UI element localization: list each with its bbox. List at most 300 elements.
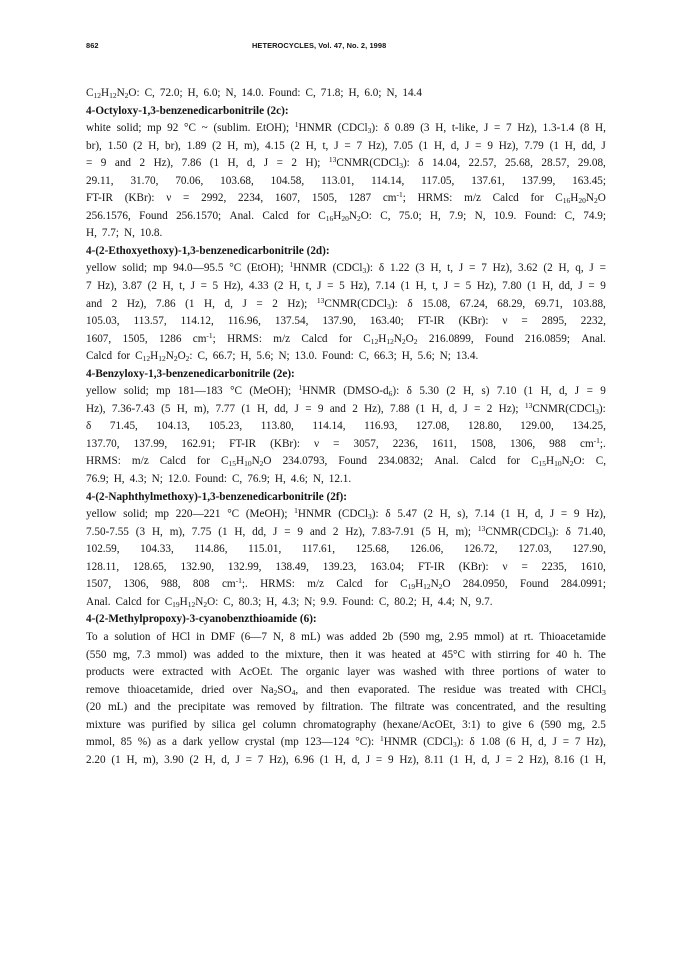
word: m/z <box>131 455 149 468</box>
word: 31.70, <box>130 174 159 187</box>
word: 7.9; <box>449 209 467 222</box>
word: 3:1) <box>462 718 481 731</box>
word: H, <box>204 753 216 766</box>
word: 234.0793, <box>282 455 328 468</box>
word: (1 <box>549 139 559 152</box>
word: then <box>330 683 350 696</box>
word: mixture <box>86 718 121 731</box>
word: 132.90, <box>180 560 215 573</box>
word: = <box>284 525 291 538</box>
word: mg, <box>425 630 443 643</box>
word: (2 <box>543 262 553 275</box>
word: mmol) <box>156 648 187 661</box>
word: 7.80 <box>502 280 522 293</box>
word: J <box>443 280 449 293</box>
word: 123—124 <box>304 736 350 749</box>
word: ν <box>314 437 320 450</box>
word: 2 <box>486 402 493 415</box>
text-line <box>86 541 606 559</box>
word: H, <box>176 402 188 415</box>
word: (3 <box>135 525 146 538</box>
word: °C): <box>355 736 375 749</box>
text-line <box>86 436 606 454</box>
word: Hz); <box>498 402 519 415</box>
word: heated <box>391 648 421 661</box>
word: mL) <box>107 701 128 714</box>
word: (3 <box>415 262 425 275</box>
text-line <box>86 734 606 752</box>
word: H, <box>334 753 346 766</box>
word: solid; <box>123 508 149 521</box>
word: C, <box>144 87 155 99</box>
word: 104.33, <box>140 543 174 556</box>
word: $^{13}$CNMR(CDCl$_3$): <box>477 523 559 539</box>
word: 2992, <box>201 192 227 205</box>
word: 85 <box>120 736 132 749</box>
word: 1505, <box>311 192 337 205</box>
word: 6.0; <box>364 87 382 99</box>
word: the <box>157 701 172 714</box>
text-line <box>86 348 606 366</box>
word: t, <box>179 280 185 293</box>
word: 2234, <box>238 192 264 205</box>
word: $(DMSO-d_6)$: <box>343 385 400 399</box>
word: = <box>375 753 383 766</box>
word: 1.89 <box>186 139 207 152</box>
word: d, <box>224 297 233 310</box>
word: C, <box>231 473 243 486</box>
word: 113.01, <box>321 174 355 187</box>
word: HCl <box>171 630 191 643</box>
word: 75.0; <box>398 209 422 222</box>
word: FT-IR <box>229 437 257 450</box>
word: H, <box>558 262 570 275</box>
word: 7.86 <box>156 297 176 310</box>
word: %) <box>137 736 151 749</box>
word: for <box>146 595 160 608</box>
word: 7.36-7.43 <box>111 402 155 415</box>
word: = <box>327 280 334 293</box>
word: yellow <box>208 736 240 749</box>
word: 104.58, <box>270 174 305 187</box>
word: H, <box>274 473 286 486</box>
word: 2b <box>382 630 394 643</box>
word: layer <box>347 666 370 679</box>
word: with <box>444 666 465 679</box>
word: H, <box>463 385 474 398</box>
compound-heading: 4-Octyloxy-1,3-benzenedicarbonitrile (2c): <box>86 104 289 117</box>
word: was <box>193 648 211 661</box>
word: 4.4; <box>437 595 455 608</box>
word: evaporated. <box>357 683 410 696</box>
word: Anal. <box>229 209 255 222</box>
word: 7.75 <box>191 525 212 538</box>
word: m), <box>169 525 185 538</box>
word: 284.0991; <box>560 578 606 591</box>
word: 10.9. <box>493 209 517 222</box>
word: 40 <box>555 648 568 661</box>
text-line <box>86 296 606 314</box>
word: mL) <box>301 630 321 643</box>
word: 15.08, <box>422 297 451 310</box>
word: 117.61, <box>301 543 336 556</box>
word: $^1$HNMR <box>294 506 332 521</box>
word: $^1$HNMR <box>379 734 418 749</box>
word: 1607, <box>86 332 112 345</box>
word: for <box>338 332 352 345</box>
word: 216.0899, <box>428 332 474 345</box>
word: = <box>86 157 93 170</box>
word: 134.25, <box>572 420 606 433</box>
word: solid; <box>116 122 142 135</box>
text-line <box>86 190 606 208</box>
word: 5.6; <box>417 350 435 363</box>
word: 1507, <box>86 578 112 591</box>
text-line <box>86 682 606 700</box>
word: (3 <box>420 122 430 135</box>
word: (1 <box>209 157 220 170</box>
word: Calcd <box>336 578 363 591</box>
word: added <box>349 630 377 643</box>
word: mixture, <box>285 648 324 661</box>
word: (EtOH); <box>246 262 284 275</box>
word: was <box>127 718 145 731</box>
word: remove <box>86 683 120 696</box>
word: H, <box>430 262 442 275</box>
word: 6.0; <box>203 87 221 99</box>
word: (1 <box>319 753 330 766</box>
word: $C_{19}H_{12}N_2O$: <box>164 595 219 609</box>
word: = <box>521 560 528 573</box>
word: column <box>262 718 297 731</box>
word: C, <box>305 87 316 99</box>
word: $^1$HNMR <box>298 383 336 398</box>
word: 71.8; <box>320 87 344 99</box>
word: 9 <box>600 385 606 398</box>
word: mg, <box>112 648 131 661</box>
text-line <box>86 313 606 331</box>
word: concentrated, <box>455 701 516 714</box>
word: 7.10 <box>496 385 517 398</box>
word: Hz), <box>586 508 606 521</box>
word: 7.14 <box>375 280 396 293</box>
word: dried <box>201 683 225 696</box>
text-line <box>86 401 606 419</box>
word: 12.1. <box>328 473 352 486</box>
word: 7 <box>506 122 512 135</box>
word: 7.50-7.55 <box>86 525 129 538</box>
word: solution <box>114 630 151 643</box>
word: 8.16 <box>554 753 575 766</box>
word: 102.59, <box>86 543 120 556</box>
word: C, <box>358 350 369 363</box>
word: 126.06, <box>409 543 444 556</box>
word: 2895, <box>541 315 567 328</box>
word: Hz), <box>350 280 370 293</box>
word: portions <box>502 666 540 679</box>
word: d, <box>221 753 230 766</box>
word: Found <box>519 578 549 591</box>
word: $cm^{-1}$;. <box>580 435 606 450</box>
word: 1306, <box>123 578 149 591</box>
text-line <box>86 594 606 612</box>
word: J <box>365 753 371 766</box>
word: °C <box>229 262 242 275</box>
word: 92 <box>167 122 179 135</box>
word: C, <box>380 209 391 222</box>
word: Hz), <box>269 753 289 766</box>
word: 14.4 <box>402 87 422 99</box>
compound-heading: 4-Benzyloxy-1,3-benzenedicarbonitrile (2e): <box>86 367 295 380</box>
word: (1 <box>185 297 195 310</box>
text-line <box>86 418 606 436</box>
word: = <box>521 315 528 328</box>
word: 2236, <box>392 437 418 450</box>
word: 163.04; <box>370 560 405 573</box>
word: H, <box>517 508 529 521</box>
word: $C_{16}H_{20}N_2O$ <box>555 192 606 206</box>
word: mp <box>156 385 171 398</box>
word: rt. <box>523 630 534 643</box>
word: mp <box>152 262 168 275</box>
word: (590 <box>540 718 562 731</box>
word: J <box>495 753 500 766</box>
word: 137.70, <box>86 437 120 450</box>
word: 10.8. <box>139 227 163 240</box>
word: 76.9; <box>247 473 270 486</box>
word: 9 <box>100 157 107 170</box>
word: mp <box>154 508 170 521</box>
word: H, <box>227 139 239 152</box>
word: N, <box>459 595 471 608</box>
word: yellow <box>86 262 117 275</box>
word: silica <box>211 718 236 731</box>
word: (KBr): <box>458 315 489 328</box>
word: 2.5 <box>591 718 606 731</box>
word: and <box>306 683 323 696</box>
word: H, <box>415 280 427 293</box>
word: 2 <box>111 297 118 310</box>
word: = <box>562 736 569 749</box>
word: mmol) <box>474 630 504 643</box>
word: 114.14, <box>312 420 346 433</box>
word: was <box>326 630 344 643</box>
word: Hz), <box>498 139 519 152</box>
word: (1 <box>527 280 537 293</box>
word: H, <box>162 280 174 293</box>
word: H, <box>401 350 413 363</box>
text-line <box>86 225 606 243</box>
word: (5 <box>161 402 171 415</box>
word: 7.3 <box>136 648 151 661</box>
word: J <box>190 280 195 293</box>
word: Calcd <box>492 192 519 205</box>
word: H, <box>437 525 449 538</box>
word: filtrate <box>394 701 425 714</box>
word: Calcd <box>301 332 328 345</box>
word: 69.71, <box>534 297 563 310</box>
word: = <box>505 753 513 766</box>
text-line <box>86 559 606 577</box>
word: 137.90, <box>322 315 356 328</box>
word: 988, <box>160 578 181 591</box>
word: 128.80, <box>468 420 502 433</box>
word: H, <box>126 753 138 766</box>
word: H, <box>542 280 554 293</box>
word: J <box>263 157 269 170</box>
word: HRMS: <box>227 332 262 345</box>
word: Found: <box>524 209 557 222</box>
word: 29.08, <box>577 157 606 170</box>
text-line <box>86 752 606 770</box>
word: N, <box>386 87 398 99</box>
word: 1306, <box>509 437 536 450</box>
word: 103.68, <box>220 174 254 187</box>
word: = <box>305 402 312 415</box>
word: J <box>273 525 278 538</box>
word: 71.40, <box>577 525 606 538</box>
word: Hz), <box>586 736 606 749</box>
word: H, <box>240 350 252 363</box>
word: chromatography <box>302 718 377 731</box>
word: Anal. <box>434 455 459 468</box>
word: J <box>483 122 489 135</box>
word: 3.62 <box>517 262 538 275</box>
word: $C_{16}H_{20}N_2O$: <box>318 209 372 223</box>
word: 22.57, <box>468 157 497 170</box>
word: 9 <box>600 280 606 293</box>
word: H, <box>421 595 433 608</box>
word: d, <box>450 139 460 152</box>
word: (1 <box>218 525 228 538</box>
word: and <box>329 402 346 415</box>
word: EtOH); <box>256 122 290 135</box>
word: by <box>193 718 206 731</box>
word: H, <box>439 508 451 521</box>
word: H, <box>257 402 268 415</box>
text-line <box>86 260 606 278</box>
word: = <box>453 280 461 293</box>
word: N, <box>474 209 486 222</box>
word: J <box>552 736 557 749</box>
word: 67.24, <box>459 297 488 310</box>
word: (2 <box>133 139 143 152</box>
word: (KBr): <box>270 437 300 450</box>
word: (2 <box>274 280 284 293</box>
word: 216.0859; <box>524 332 570 345</box>
word: 128.65, <box>133 560 167 573</box>
word: 7.86 <box>181 157 202 170</box>
word: 127.90, <box>572 543 606 556</box>
word: 12.0. <box>167 473 191 486</box>
word: $^{13}$CNMR(CDCl$_3$): <box>316 295 398 311</box>
word: 1287 <box>348 192 372 205</box>
word: (6 <box>506 736 516 749</box>
word: ν <box>502 560 508 573</box>
word: (MeOH); <box>245 508 288 521</box>
word: H, <box>564 139 576 152</box>
word: J <box>334 139 339 152</box>
word: 163.45; <box>572 174 606 187</box>
text-line <box>86 664 606 682</box>
word: 71.45, <box>109 420 138 433</box>
word: and <box>134 701 151 714</box>
word: 66.3; <box>374 350 397 363</box>
word: 113.80, <box>260 420 294 433</box>
word: Calcd <box>115 595 142 608</box>
word: treated <box>509 683 540 696</box>
word: thioacetamide, <box>127 683 194 696</box>
word: 7.05 <box>393 139 413 152</box>
word: water <box>564 666 590 679</box>
word: $C_{19}H_{12}N_2O$ <box>400 578 451 592</box>
word: 7 <box>481 262 487 275</box>
word: 72.0; <box>159 87 183 99</box>
word: 988 <box>549 437 566 450</box>
word: d, <box>558 385 568 398</box>
word: Hz), <box>517 122 537 135</box>
word: 2 <box>139 157 146 170</box>
word: 9.9. <box>320 595 338 608</box>
word: 7 <box>574 736 581 749</box>
word: 5 <box>212 280 219 293</box>
word: Hz), <box>97 280 117 293</box>
word: 76.9; <box>86 473 109 486</box>
word: t, <box>447 262 454 275</box>
word: 9 <box>387 753 394 766</box>
word: Found <box>338 455 367 468</box>
word: t-like, <box>451 122 479 135</box>
word: with <box>211 666 231 679</box>
word: d, <box>448 402 458 415</box>
word: 127.03, <box>518 543 552 556</box>
word: (sublim. <box>213 122 251 135</box>
text-line <box>86 155 606 173</box>
text-line <box>86 647 606 665</box>
word: δ <box>385 508 391 521</box>
word: 1611, <box>431 437 457 450</box>
word: C, <box>595 455 606 468</box>
word: m); <box>455 525 471 538</box>
word: 1.08 <box>480 736 501 749</box>
word: 9 <box>573 508 580 521</box>
word: δ <box>383 122 390 135</box>
word: $cm^{-1}$; <box>382 190 406 205</box>
word: (550 <box>86 648 107 661</box>
word: 103.88, <box>572 297 606 310</box>
word: d, <box>538 736 547 749</box>
word: 3.87 <box>122 280 142 293</box>
word: in <box>196 630 205 643</box>
word: residue <box>443 683 476 696</box>
word: dd, <box>274 402 289 415</box>
word: 4.3; <box>129 473 147 486</box>
word: Found: <box>195 473 227 486</box>
word: 2 <box>332 525 339 538</box>
text-line <box>86 576 606 594</box>
word: 6.96 <box>294 753 315 766</box>
word: a <box>103 630 109 643</box>
word: Found: <box>322 350 354 363</box>
word: J <box>458 262 464 275</box>
word: (2 <box>189 753 199 766</box>
word: Hz), <box>86 402 106 415</box>
word: 0.89 <box>394 122 415 135</box>
word: 5.6; <box>256 350 274 363</box>
word: 132.99, <box>227 560 262 573</box>
word: $^1$HNMR <box>289 260 327 275</box>
word: (mp <box>280 736 299 749</box>
